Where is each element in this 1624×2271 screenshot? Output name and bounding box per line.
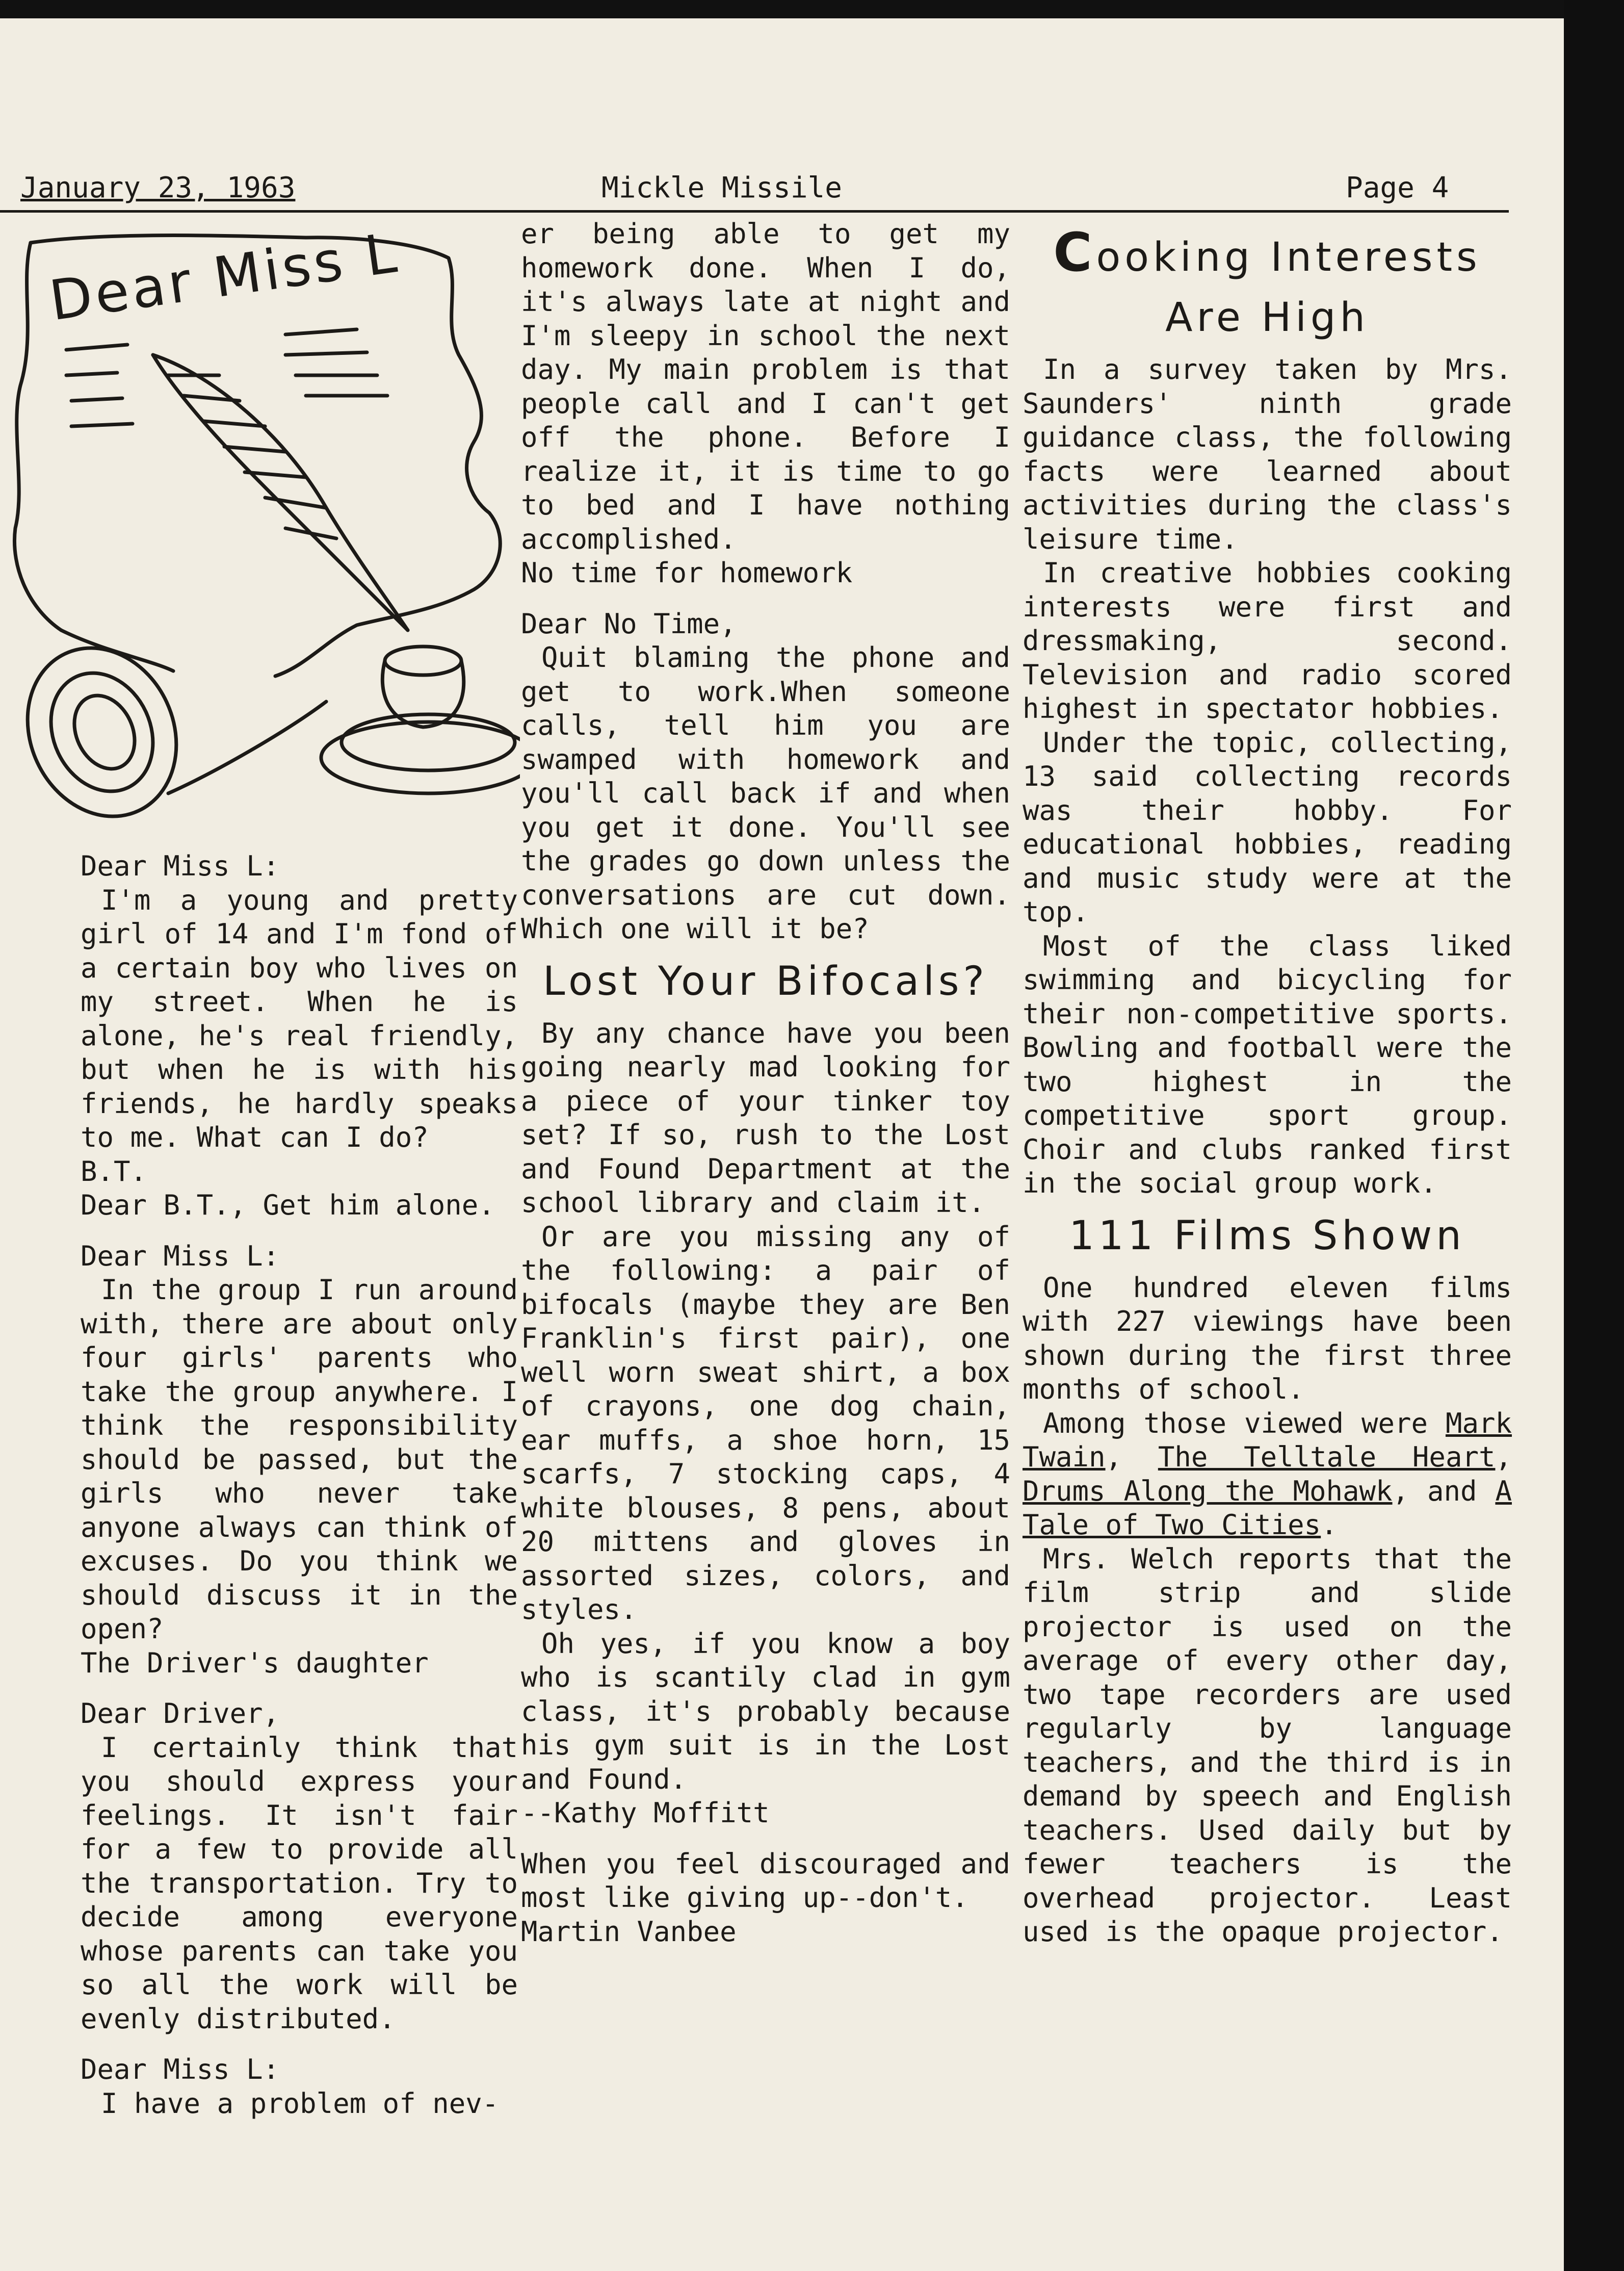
article-paragraph: Oh yes, if you know a boy who is scantily clad in gym class, it's probably because his gym suit is in the Lost and Found. [521, 1627, 1010, 1795]
article-paragraph: One hundred eleven films with 227 viewings have been shown during the first three months of school. [1023, 1271, 1512, 1405]
heading-drop-letter: C [1053, 221, 1096, 283]
dear-miss-l-illustration [0, 222, 520, 849]
film-title: Drums Along the Mohawk [1023, 1475, 1393, 1507]
film-title: A Tale of Two Cities [1023, 1475, 1512, 1541]
letter-salutation: Dear Miss L: [81, 850, 280, 882]
letter-body: I have a problem of nev- [101, 2087, 499, 2120]
article-heading-cooking-interests [1023, 222, 1512, 348]
letter-body: er being able to get my homework done. When I do, it's always late at night and I'm sleepy in school the next day. My main problem is that people call and I can't get off the phone. Before I realize it, it is time to go to bed and I have nothing accomplished. [521, 218, 1010, 555]
letter-signature: B.T. [81, 1155, 147, 1188]
film-title: Mark Twain [1023, 1407, 1512, 1473]
newsletter-title: Mickle Missile [601, 171, 843, 204]
film-list-paragraph: Among those viewed were Mark Twain, The Telltale Heart, Drums Along the Mohawk, and A Tale of Two Cities. [1023, 1407, 1512, 1541]
reply-text: Dear B.T., Get him alone. [81, 1189, 495, 1221]
letter-salutation: Dear Miss L: [81, 2053, 280, 2085]
newsletter-page [0, 18, 1564, 2271]
illustration-caption: Dear Miss L [45, 221, 404, 333]
film-title: The Telltale Heart [1158, 1441, 1496, 1473]
news-column-right [1023, 217, 1512, 1949]
page-number: Page 4 [1346, 171, 1449, 204]
article-heading-films-shown: 111 Films Shown [1069, 1212, 1465, 1259]
article-paragraph: In creative hobbies cooking interests were first and dressmaking, second. Television and radio scored highest in spectator hobbies. [1023, 557, 1512, 725]
article-paragraph: Mrs. Welch reports that the film strip and slide projector is used on the average of every other day, two tape recorders are used regularly by language teachers, and the third is in demand by speech and English teachers. Used daily but by fewer teachers is the overhead projector. Least used is the opaque projector. [1023, 1542, 1512, 1948]
reply-salutation: Dear Driver, [81, 1697, 280, 1730]
letter-body: In the group I run around with, there are about only four girls' parents who take the group anywhere. I think the responsibility should be passed, but the girls who never take anyone always can think of excuses. Do you think we should discuss it in the open? [81, 1274, 518, 1645]
article-paragraph: By any chance have you been going nearly mad looking for a piece of your tinker toy set? If so, rush to the Lost and Found Department at the school library and claim it. [521, 1017, 1010, 1219]
heading-text: ooking Interests Are High [1096, 235, 1481, 341]
issue-date: January 23, 1963 [20, 171, 296, 204]
article-paragraph: Or are you missing any of the following: a pair of bifocals (maybe they are Ben Franklin's first pair), one well worn sweat shirt, a box of crayons, one dog chain, ear muffs, a shoe horn, 15 scarfs, 7 stocking caps, 4 white blouses, 8 pens, about 20 mittens and gloves in assorted sizes, colors, and styles. [521, 1220, 1010, 1625]
article-paragraph: Under the topic, collecting, 13 said collecting records was their hobby. For educational hobbies, reading and music study were at the top. [1023, 726, 1512, 928]
filler-quote-author: Martin Vanbee [521, 1915, 737, 1948]
article-paragraph: In a survey taken by Mrs. Saunders' ninth grade guidance class, the following facts were learned about activities during the class's leisure time. [1023, 353, 1512, 555]
reply-salutation: Dear No Time, [521, 607, 737, 640]
advice-column-middle [521, 217, 1010, 1949]
advice-column-left [81, 849, 518, 2121]
header-rule [0, 210, 1509, 213]
letter-signature: No time for homework [521, 557, 853, 589]
article-heading-lost-bifocals: Lost Your Bifocals? [543, 958, 988, 1004]
letter-salutation: Dear Miss L: [81, 1240, 280, 1272]
article-byline: --Kathy Moffitt [521, 1797, 770, 1829]
reply-text: I certainly think that you should express your feelings. It isn't fair for a few to provide all the transportation. Try to decide among everyone whose parents can take you so all the work will be evenly distributed. [81, 1731, 518, 2035]
reply-text: Quit blaming the phone and get to work.When someone calls, tell him you are swamped with homework and you'll call back if and when you get it done. You'll see the grades go down unless the conversations are cut down. Which one will it be? [521, 641, 1010, 945]
letter-signature: The Driver's daughter [81, 1646, 429, 1679]
article-paragraph: Most of the class liked swimming and bicycling for their non-competitive sports. Bowling and football were the two highest in the competitive sport group. Choir and clubs ranked first in the social group work. [1023, 930, 1512, 1199]
scan-edge [1564, 0, 1624, 2271]
film-list-intro: Among those viewed were [1043, 1407, 1428, 1439]
filler-quote: When you feel discouraged and most like giving up--don't. [521, 1847, 1010, 1914]
letter-body: I'm a young and pretty girl of 14 and I'm fond of a certain boy who lives on my street. When he is alone, he's real friendly, but when he is with his friends, he hardly speaks to me. What can I do? [81, 884, 518, 1153]
